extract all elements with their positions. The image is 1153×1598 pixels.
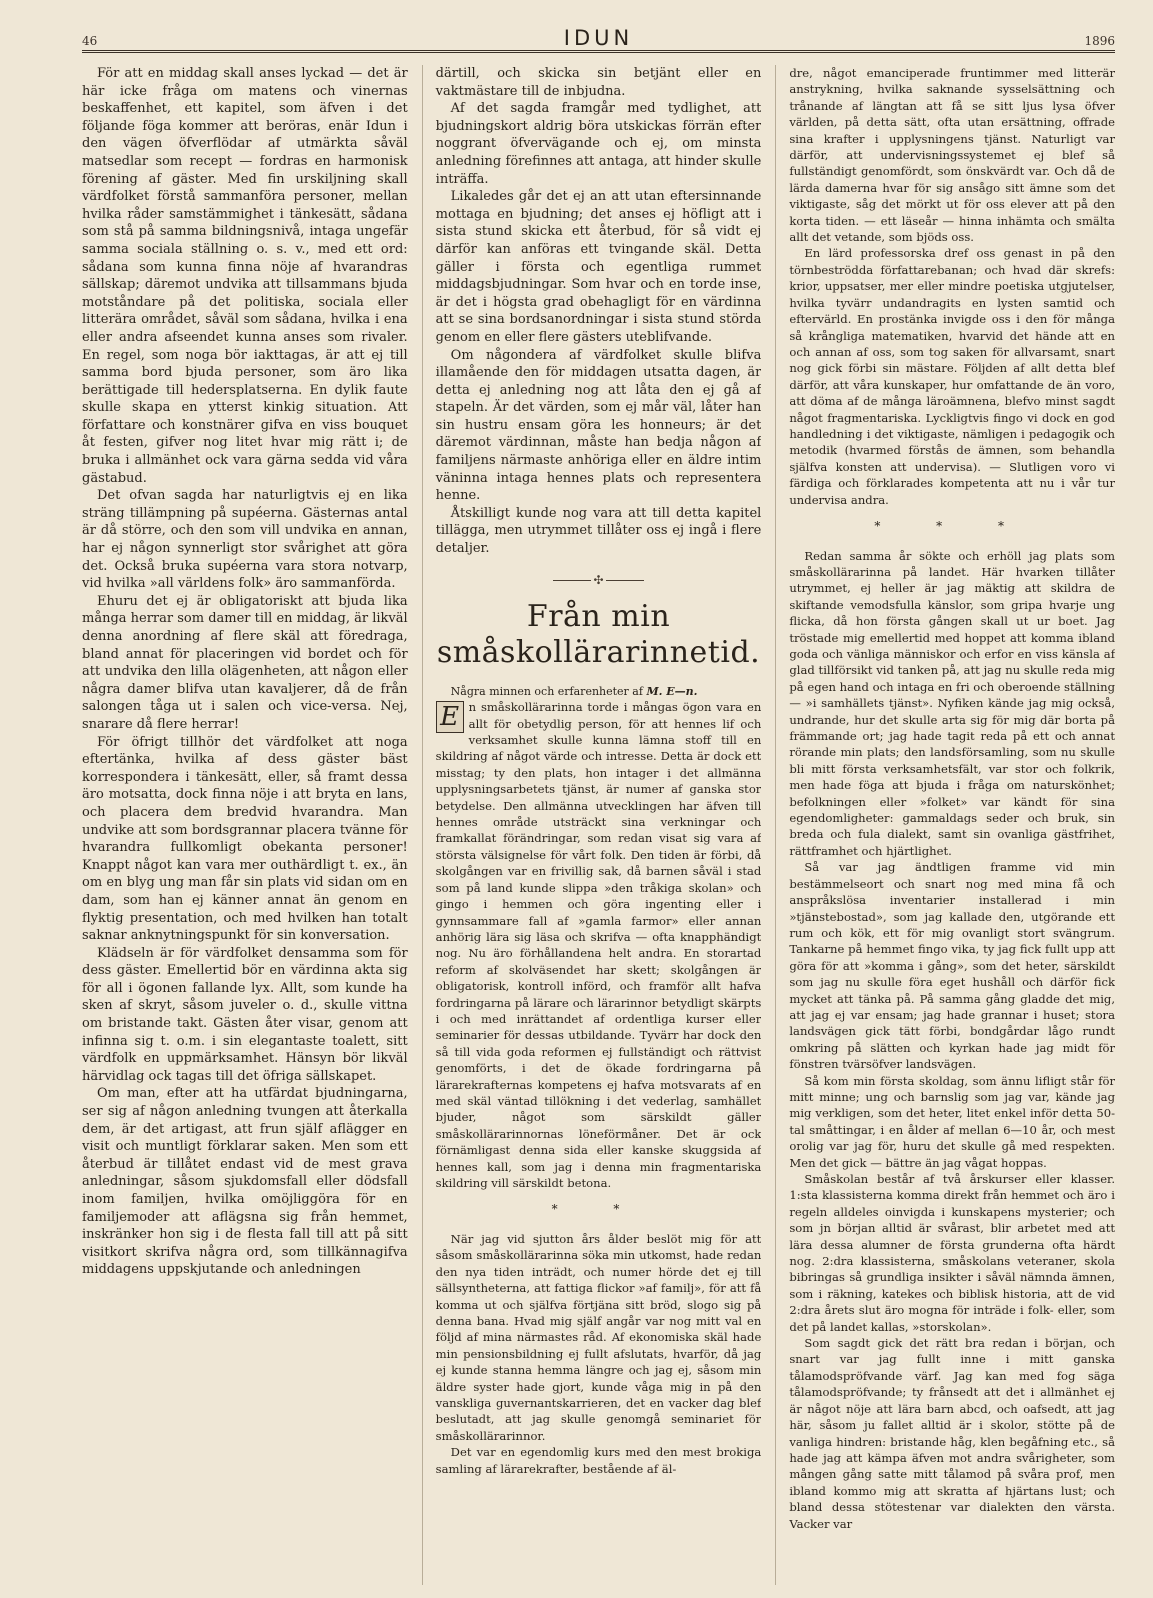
paragraph: Om någondera af värdfolket skulle blifva illamående den för middagen utsatta dagen, är detta ej anledning nog att låta den ej gå af stapeln. Är det värden, som ej mår väl, låter han sin hustru ensam göra les honneurs; är det däremot värdinnan, måste han bedja någon af familjens närmaste anhöriga eller en äldre intim väninna intaga hennes plats och representera henne. bbox=[435, 347, 762, 504]
paragraph: Så var jag ändtligen framme vid min bestämmelseort och snart nog med mina få och anspråkslösa inventarier installerad i min »tjänstebostad», som jag kallade den, utgörande ett rum och kök, ett för mig ovanligt stort svängrum. Tankarne på hemmet fingo vika, ty jag fick fullt upp att göra för att »komma i gång», som det heter, särskildt som jag nu skulle föra eget hushåll och därför fick mycket att tänka på. På samma gång gladde det mig, att jag ej var ensam; jag hade grannar i huset; stora landsvägen gick tätt förbi, bondgårdar lågo rundt omkring på slätten och kyrkan hade jag midt för fönstren tvärsöfver landsvägen. bbox=[789, 860, 1116, 1072]
paragraph: Redan samma år sökte och erhöll jag plats som småskollärarinna på landet. Här hvarken tillåter utrymmet, ej heller är jag mäktig att skildra de skiftande vemodsfulla känslor, som gripa hvarje ung flicka, då hon första gången skall ut ur boet. Jag tröstade mig emellertid med hoppet att komma ibland goda och vänliga människor och erfor en viss känsla af glad tillförsikt vid tanken på, att jag nu skulle reda mig på egen hand och intaga en fri och oberoende ställning — »i samhällets tjänst». Nyfiken kände jag mig också, undrande, hur det skulle arta sig för mig där borta på främmande ort; jag hade tagit reda på ett och annat rörande min plats; den landsförsamling, som nu skulle bli mitt första verksamhetsfält, var stor och folkrik, men hade föga att bjuda i fråga om naturskönhet; befolkningen eller »folket» var kändt för sina egendomligheter: gammaldags seder och bruk, sin breda och fula dialekt, samt sin ovanliga gästfrihet, rättframhet och hjärtlighet. bbox=[789, 548, 1116, 858]
paragraph: Likaledes går det ej an att utan eftersinnande mottaga en bjudning; det anses ej höfligt att i sista stund skicka ett återbud, för så vidt ej därför kan anföras ett tvingande skäl. Detta gäller i första och egentliga rummet middagsbjudningar. Som hvar och en torde inse, är det i högsta grad obehagligt för en värdinna att se sina bordsanordningar i sista stund störda genom en eller flere gästers uteblifvande. bbox=[435, 189, 762, 345]
paragraph: Åtskilligt kunde nog vara att till detta kapitel tillägga, men utrymmet tillåter oss ej ingå i flere detaljer. bbox=[435, 505, 762, 557]
paragraph: Det ofvan sagda har naturligtvis ej en lika sträng tillämpning på supéerna. Gästernas antal är då större, och den som vill undvika en annan, har ej någon synnerligt stor svårighet att göra det. Också bruka supéerna vara stora notvarp, vid hvilka »all världens folk» äro sammanförda. bbox=[82, 488, 408, 592]
paragraph: Af det sagda framgår med tydlighet, att bjudningskort aldrig böra utskickas förrän efter noggrant öfvervägande och ej, om minsta anledning förefinnes att antaga, att hinder skulle inträffa. bbox=[435, 101, 762, 187]
ornament-glyph: ✣ bbox=[593, 572, 604, 587]
article-title: Från min småskollärarinnetid. bbox=[436, 599, 761, 671]
paragraph: Så kom min första skoldag, som ännu lifligt står för mitt minne; ung och barnslig som jag var, kände jag mig verkligen, som det heter, litet enkel inför detta 50-tal småttingar, i en ålder af mellan 6—10 år, och mest orolig var jag för, huru det skulle gå med respekten. Men det gick — bättre än jag vågat hoppas. bbox=[789, 1073, 1116, 1170]
paragraph: Ehuru det ej är obligatoriskt att bjuda lika många herrar som damer till en middag, är likväl denna anordning af flere skäl att föredraga, bland annat för placeringen vid bordet och för att undvika den lilla olägenheten, att någon eller några damer blifva utan kavaljerer, då de från salongen tåga ut i salen och vice-versa. Nej, snarare då flere herrar! bbox=[82, 593, 408, 732]
paragraph: För öfrigt tillhör det värdfolket att noga eftertänka, hvilka af dess gäster bäst korrespondera i tänkesätt, eller, så framt dessa äro motsatta, dock finna nöje i att bryta en lans, och placera dem bredvid hvarandra. Man undvike att som bordsgrannar placera tvänne för hvarandra fullkomligt obekanta personer! Knappt något kan vara mer outhärdligt t. ex., än om en blyg ung man får sin plats vid sidan om en dam, som han ej känner annat än genom en flyktig presentation, och med hvilken han totalt saknar anknytningspunkt för sin konversation. bbox=[82, 734, 408, 944]
paragraph: Det var en egendomlig kurs med den mest brokiga samling af lärarekrafter, bestående af äl- bbox=[435, 1445, 762, 1476]
section-divider-stars: * * bbox=[551, 1202, 646, 1217]
article-byline bbox=[436, 685, 762, 699]
drop-cap: E bbox=[436, 701, 464, 733]
masthead bbox=[82, 28, 1115, 53]
text-columns bbox=[82, 65, 1115, 1585]
paragraph: Småskolan består af två årskurser eller klasser. 1:sta klassisterna komma direkt från hemmet och äro i regeln alldeles oinvigda i kunskapens mysterier; och som jn början alltid är svårast, blir arbetet med att lära dessa alumner de första grunderna ofta härdt nog. 2:dra klassisterna, småskolans veteraner, skola bibringas så grundliga insikter i såväl nämnda ämnen, som i räkning, katekes och biblisk historia, att de vid 2:dra årets slut äro mogna för inträde i folk- eller, som det på landet kallas, »storskolan». bbox=[789, 1172, 1116, 1334]
column-3-body bbox=[789, 65, 1115, 1532]
page-number: 46 bbox=[82, 34, 98, 48]
publication-year: 1896 bbox=[1084, 34, 1115, 48]
paragraph: När jag vid sjutton års ålder beslöt mig för att såsom småskollärarinna söka min utkomst, hade redan den nya tiden inträdt, och numer hörde det ej till sällsyntheterna, att fattiga flickor »af familj», för att få komma ut och själfva förtjäna sitt bröd, slogo sig på denna bana. Hvad mig själf angår var nog mitt val en följd af mina närmastes råd. Af ekonomiska skäl hade min pensionsbildning ej fullt afslutats, hvarför, då jag ej kunde stanna hemma längre och jag ej, såsom min äldre syster hade gjort, kunde våga mig in på den vanskliga guvernantskarrieren, det en vacker dag blef beslutadt, att jag skulle genomgå seminariet för småskollärarinnor. bbox=[435, 1232, 762, 1443]
section-ornament bbox=[436, 572, 762, 590]
paragraph: Som sagdt gick det rätt bra redan i början, och snart var jag fullt inne i mitt ganska tålamodspröfvande värf. Jag kan med fog säga tålamodspröfvande; ty frånsedt att det i allmänhet ej är något nöje att lära barn abcd, och oafsedt, att jag här, såsom ju fallet alltid är i skolor, stötte på de vanliga hindren: bristande håg, klen begåfning etc., så hade jag att kämpa äfven mot andra svårigheter, som mången gång satte mitt tålamod på svåra prof, men ibland kommo mig att skratta af hjärtans lust; och bland dessa stötestenar var dialekten den värsta. Vacker var bbox=[789, 1336, 1116, 1531]
paragraph: därtill, och skicka sin betjänt eller en vaktmästare till de inbjudna. bbox=[435, 66, 762, 99]
paragraph: Klädseln är för värdfolket densamma som för dess gäster. Emellertid bör en värdinna akta sig för all i ögonen fallande lyx. Allt, som kunde ha sken af skryt, såsom juveler o. d., skulle vittna om bristande takt. Gästen åter visar, genom att infinna sig t. o.m. i sin elegantaste toalett, sitt värdfolk en uppmärksamhet. Hänsyn bör likväl härvidlag ock tagas till det öfriga sällskapet. bbox=[82, 945, 408, 1084]
publication-title: IDUN bbox=[563, 26, 634, 50]
paragraph-text: n småskollärarinna torde i mångas ögon vara en allt för obetydlig person, för att hennes lif och verksamhet skulle kunna lämna stoff till en skildring af något värde och intresse. Detta är dock ett misstag; ty den plats, hon intager i det allmänna upplysningsarbetets tjänst, är numer af ganska stor betydelse. Den allmänna utvecklingen har äfven till hennes område utsträckt sina verkningar och framkallat förändringar, som redan visat sig vara af största välsignelse för vårt folk. Den tiden är förbi, då skolgången var en frivillig sak, då barnen såväl i stad som på land kunde slippa »den tråkiga skolan» och gingo i hemmen och göra ingenting eller i gynnsammare fall af »gamla farmor» eller annan anhörig lära sig läsa och skrifva — ofta knapphändigt nog. Nu äro förhållandena helt andra. En storartad reform af skolväsendet har skett; skolgången är obligatorisk, kontroll införd, och framför allt hafva fordringarna på lärare och lärarinnor betydligt skärpts i och med inrättandet af ordentliga kurser eller seminarier för dessas utbildande. Tyvärr har dock den så till vida goda reformen ej fullständigt och rättvist genomförts, i det de ökade fordringarna på lärarekrafternas kompetens ej hafva motsvarats af en med skäl väntad tillökning i det vederlag, samhället bjuder, något som särskildt gäller småskollärarinnornas löneförmåner. Det är ock förnämligast denna sida eller kanske skuggsida af hennes kall, som jag i denna min fragmentariska skildring vill särskildt betona. bbox=[435, 700, 762, 1190]
paragraph: En lärd professorska dref oss genast in på den törnbeströdda författarebanan; och hvad där skrefs: krior, uppsatser, mer eller mindre poetiska utgjutelser, hvilka tyvärr undandragits en lysten samtid och eftervärld. En prostänka invigde oss i den för många så krångliga matematiken, hvarvid det hände att en och annan af oss, som tog saken för allvarsamt, snart nog gick förbi sin mästare. Följden af allt detta blef därför, att våra kunskaper, hur omfattande de än voro, att döma af de många läroämnena, blefvo minst sagdt något fragmentariska. Lyckligtvis fingo vi dock en god handledning i det viktigaste, nämligen i pedagogik och metodik (hvarmed förstås de ämnen, som behandla själfva konsten att undervisa). — Slutligen voro vi färdiga och förklarades kompetenta att nu i vår tur undervisa andra. bbox=[789, 246, 1116, 507]
byline-author: M. E—n. bbox=[646, 685, 698, 699]
paragraph bbox=[436, 699, 762, 1191]
column-3 bbox=[775, 65, 1115, 1585]
paragraph: För att en middag skall anses lyckad — det är här icke fråga om matens och vinernas beskaffenhet, ett kapitel, som äfven i det följande föga kommer att beröras, enär Idun i den vägen öfverflödar af utmärkta såväl matsedlar som recept — fordras en harmonisk förening af gäster. Med fin urskiljning skall värdfolket förstå sammanföra personer, mellan hvilka råder samstämmighet i tänkesätt, sådana som stå på samma bildningsnivå, intaga ungefär samma sociala ställning o. s. v., med ett ord: sådana som kunna finna nöje af hvarandras sällskap; däremot undvika att tillsammans bjuda motståndare på det politiska, sociala eller litterära området, såväl som sådana, hvilka i ena eller andra afseendet kunna anses som rivaler. En regel, som noga bör iakttagas, är att ej till samma bord bjuda personer, som äro lika berättigade till hedersplatserna. En dylik faute skulle skapa en ytterst kinkig situation. Att författare och konstnärer gifva en viss bouquet åt festen, gifver nog litet hvar mig rätt i; de bruka i allmänhet ock vara gärna sedda vid våra gästabud. bbox=[82, 66, 408, 486]
article-body bbox=[436, 699, 762, 1477]
paragraph: Om man, efter att ha utfärdat bjudningarna, ser sig af någon anledning tvungen att återkalla dem, är det artigast, att frun själf aflägger en visit och muntligt förklarar saken. Men som ett återbud är tillåtet endast vid de mest grava anledningar, såsom sjukdomsfall eller dödsfall inom familjen, hvilka omöjliggöra för en familjemoder att aflägsna sig från hemmet, inskränker hon sig i de flesta fall till att på sitt visitkort skrifva några ord, som tillkännagifva middagens uppskjutande och anledningen bbox=[82, 1086, 408, 1278]
paragraph: dre, något emanciperade fruntimmer med litterär anstrykning, hvilka saknande sysselsättning och trånande af längtan att få se sitt ljus lysa öfver världen, på detta sätt, ofta utan ersättning, offrade sina krafter i upplysningens tjänst. Naturligt var därför, att undervisningssystemet ej blef så fullständigt genomfördt, som önskvärdt var. Och då de lärda damerna hvar för sig ansågo sitt ämne som det viktigaste, såg det mörkt ut för oss elever att på den korta tiden. — ett läseår — hinna inhämta och smälta allt det vetande, som bjöds oss. bbox=[789, 66, 1116, 245]
section-divider-stars: * * * bbox=[874, 518, 1030, 533]
column-2 bbox=[422, 65, 762, 1585]
column-1 bbox=[82, 65, 408, 1585]
byline-text: Några minnen och erfarenheter af bbox=[450, 685, 643, 699]
